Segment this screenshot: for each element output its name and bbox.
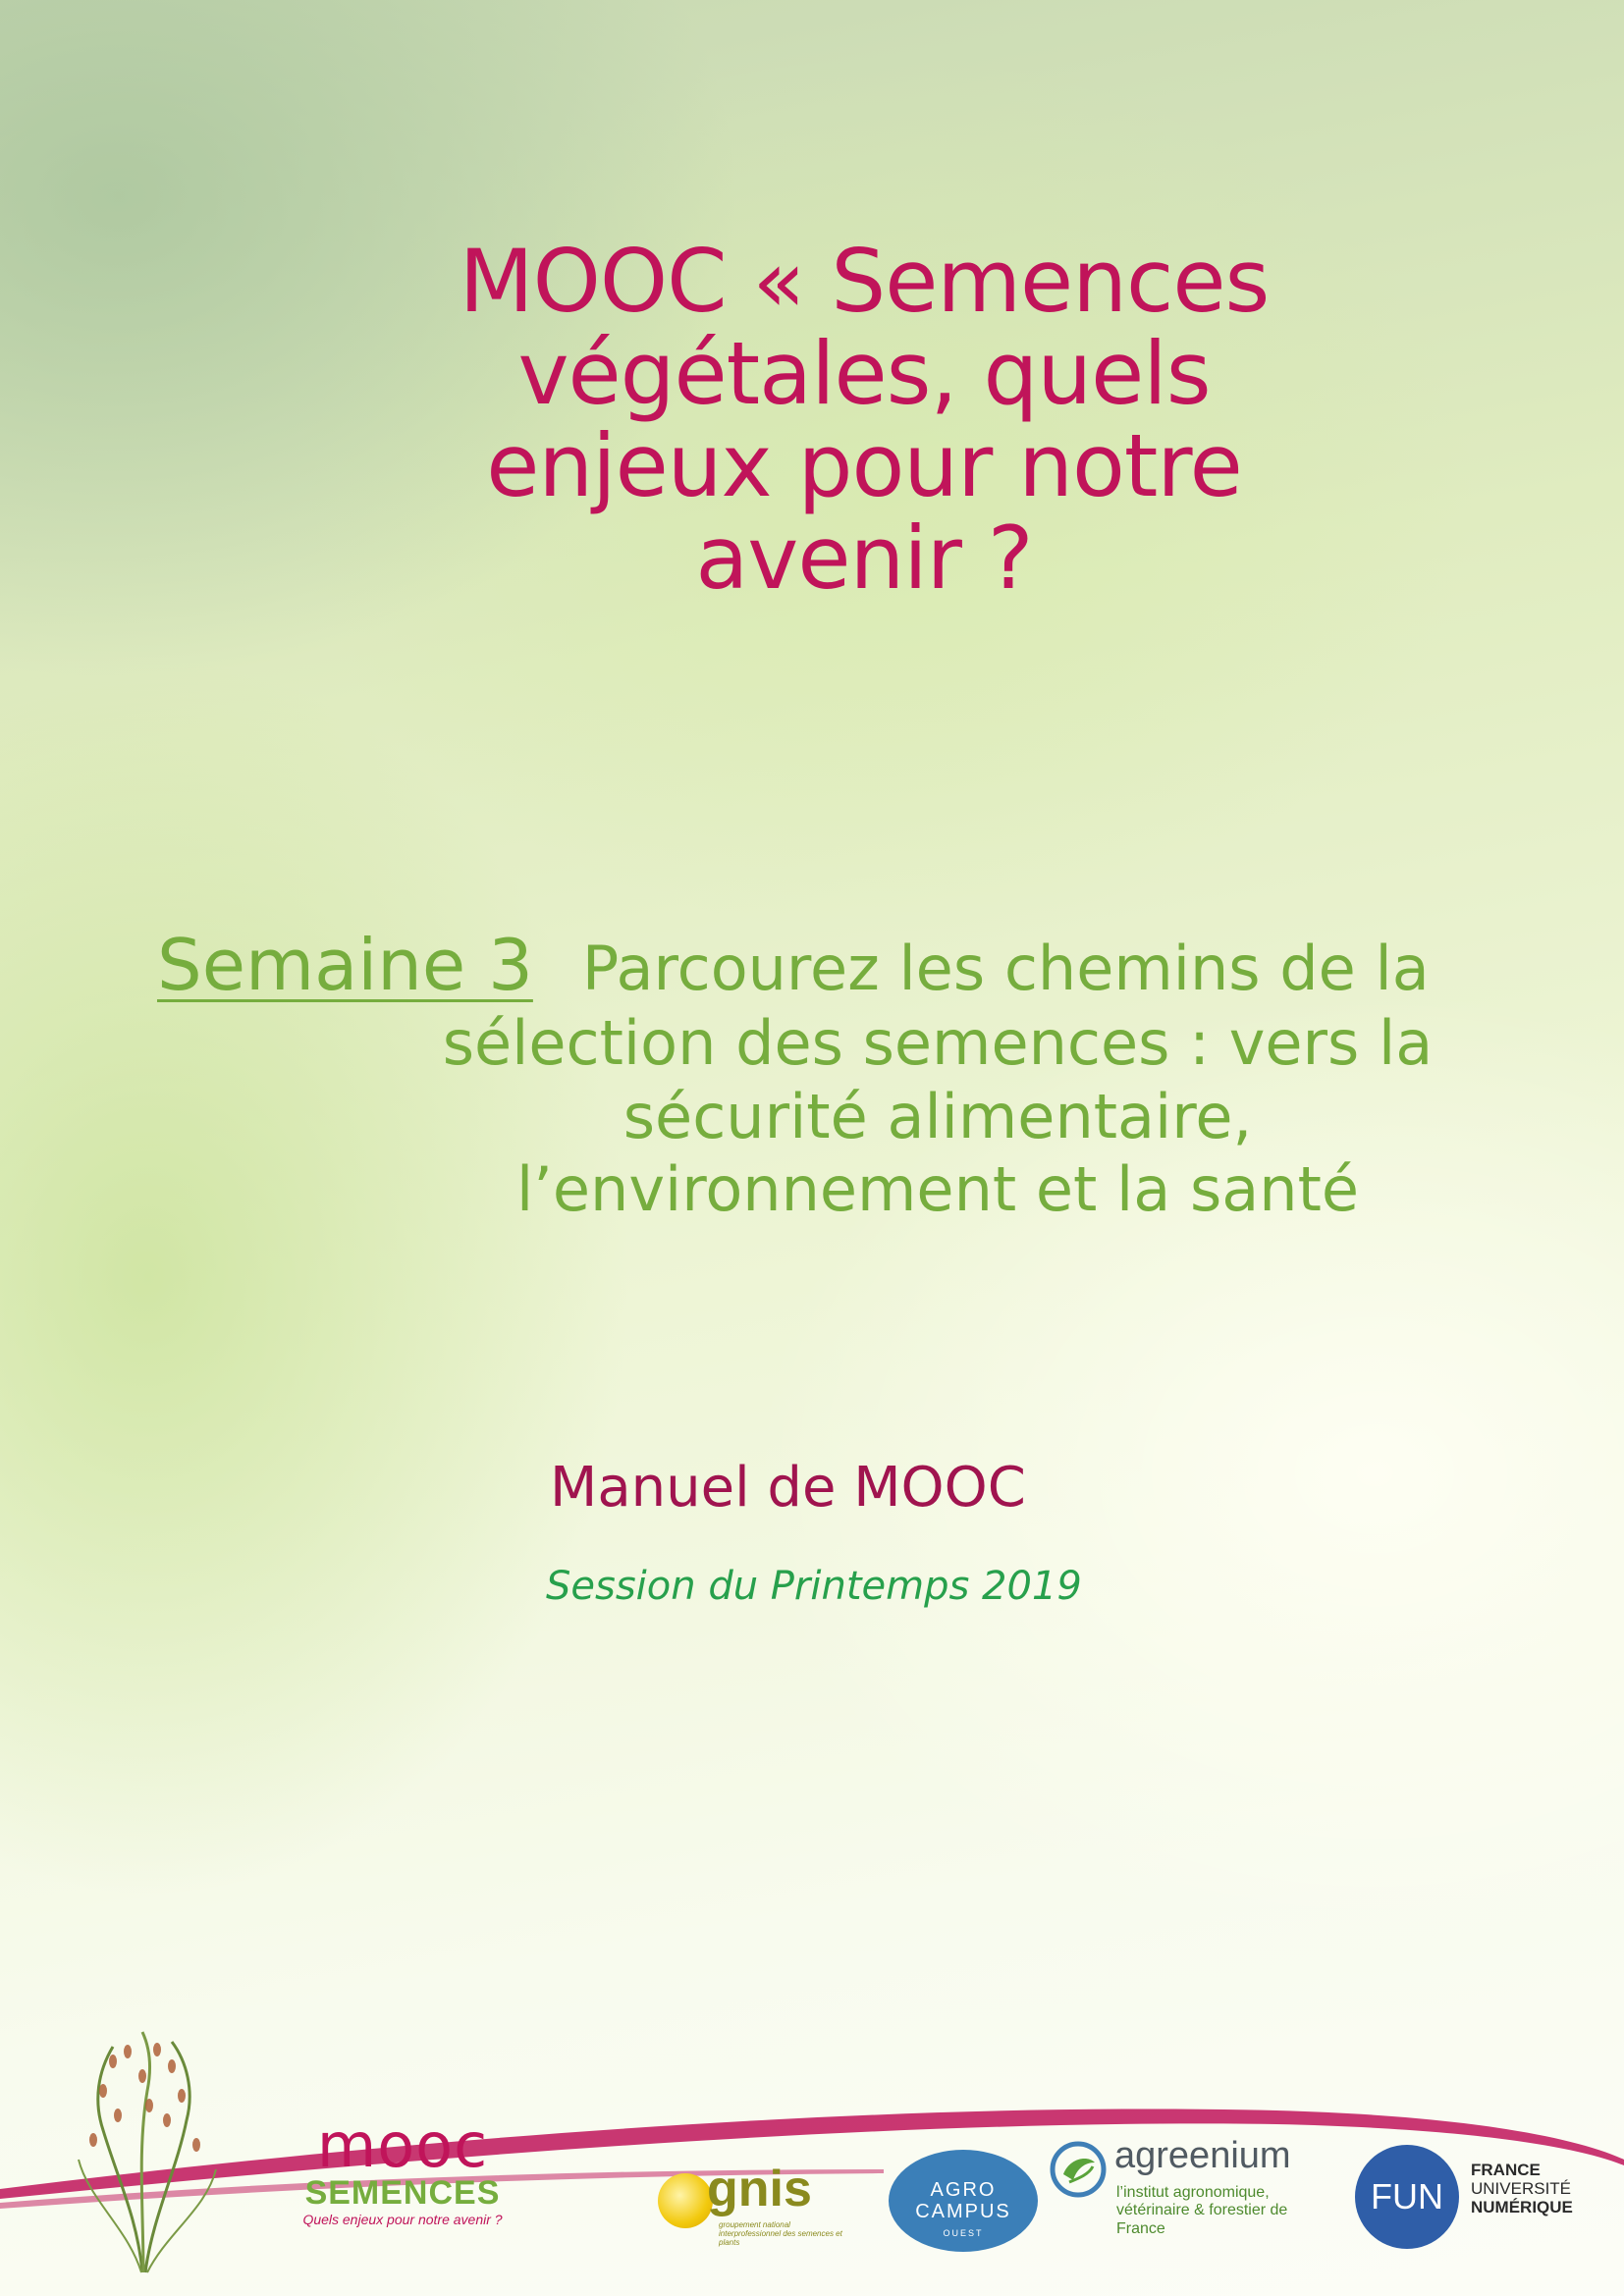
week-line: sélection des semences : vers la xyxy=(442,1007,1434,1080)
fun-logo xyxy=(1355,2145,1600,2263)
gnis-seed-icon xyxy=(658,2173,713,2228)
session-label: Session du Printemps 2019 xyxy=(546,1564,1082,1609)
agro-line1: AGRO xyxy=(930,2179,997,2201)
title-line: avenir ? xyxy=(695,507,1033,610)
fun-line1: FRANCE xyxy=(1471,2161,1541,2179)
agrocampus-oval xyxy=(889,2150,1038,2252)
week-subtitle xyxy=(157,923,1453,1227)
week-line: Parcourez les chemins de la xyxy=(581,933,1430,1004)
title-line: MOOC « Semences xyxy=(459,231,1270,332)
gnis-logo-desc: groupement national interprofessionnel des semences et plants xyxy=(719,2220,842,2248)
mooc-logo-sub: SEMENCES xyxy=(304,2174,501,2212)
fun-circle: FUN xyxy=(1355,2145,1459,2249)
week-label: Semaine 3 xyxy=(157,924,533,1006)
agro-line3: OUEST xyxy=(943,2228,984,2238)
main-title xyxy=(245,231,1483,610)
agreenium-logo-word: agreenium xyxy=(1114,2135,1291,2176)
mooc-logo-tagline: Quels enjeux pour notre avenir ? xyxy=(302,2212,503,2227)
gnis-logo xyxy=(638,2160,842,2268)
mooc-logo-word: mooc xyxy=(316,2109,489,2181)
fun-logo-text xyxy=(1471,2161,1573,2216)
agro-line2: CAMPUS xyxy=(915,2201,1011,2222)
agreenium-swirl-icon xyxy=(1050,2141,1107,2198)
agreenium-logo-desc: l’institut agronomique, vétérinaire & forestier de France xyxy=(1116,2184,1288,2237)
week-line: l’environnement et la santé xyxy=(515,1153,1360,1226)
mooc-semences-logo xyxy=(285,2109,520,2227)
fun-line3: NUMÉRIQUE xyxy=(1471,2198,1573,2217)
agrocampus-logo xyxy=(889,2150,1046,2258)
manual-title: Manuel de MOOC xyxy=(550,1456,1026,1520)
week-first-line xyxy=(157,923,1453,1007)
title-line: enjeux pour notre xyxy=(486,415,1242,517)
tree-logo-icon xyxy=(59,2022,226,2277)
week-line: sécurité alimentaire, xyxy=(623,1080,1253,1152)
title-line: végétales, quels xyxy=(517,323,1211,425)
agreenium-logo xyxy=(1046,2135,1330,2272)
gnis-logo-word: gnis xyxy=(707,2161,812,2217)
fun-line2: UNIVERSITÉ xyxy=(1471,2179,1572,2199)
